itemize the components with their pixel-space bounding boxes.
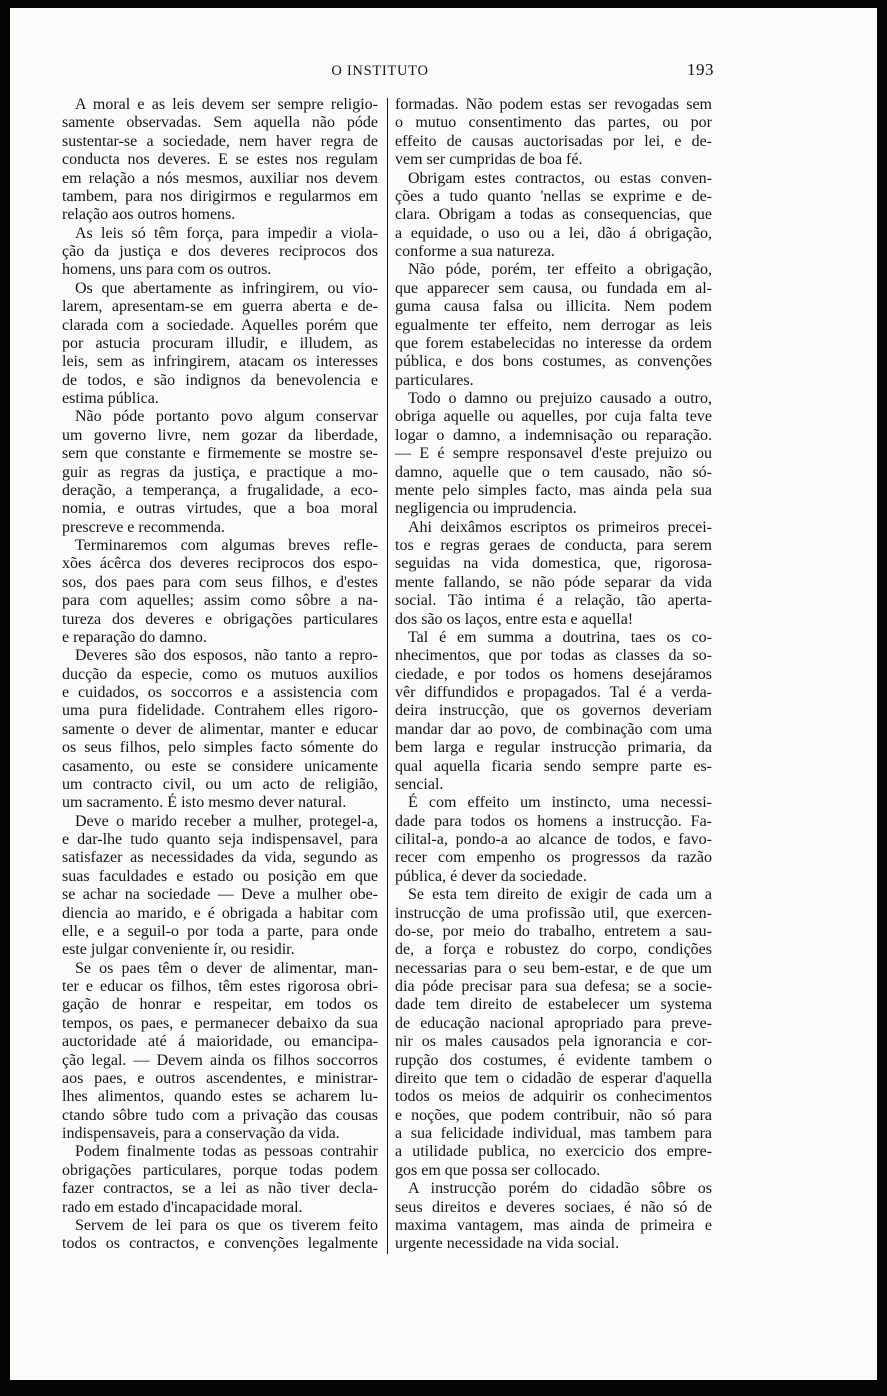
- text-line: sos, dos paes para com seus filhos, e d'estes: [62, 573, 378, 591]
- text-line: de educação nacional apropriado para preve-: [395, 1014, 712, 1032]
- text-line: relação aos outros homens.: [62, 206, 236, 224]
- text-line: tambem, para nos dirigirmos e regularmos em: [62, 187, 378, 205]
- text-line: rado em estado d'incapacidade moral.: [62, 1198, 303, 1216]
- text-line: Tal é em summa a doutrina, taes os co-: [408, 628, 712, 646]
- text-line: nir os males causados pela ignorancia e cor-: [395, 1033, 712, 1051]
- text-line: qual aquella ficaria sendo sempre parte es-: [395, 757, 712, 775]
- text-line: satisfazer as necessidades da vida, segundo as: [62, 849, 378, 867]
- text-line: cilital-a, pondo-a ao alcance de todos, e favo-: [395, 831, 712, 848]
- text-line: egualmente ter effeito, nem derrogar as leis: [395, 316, 712, 334]
- text-line: Ahi deixâmos escriptos os primeiros precei-: [408, 518, 712, 536]
- text-line: Todo o damno ou prejuizo causado a outro,: [408, 390, 712, 407]
- text-line: rupção dos costumes, é evidente tambem o: [395, 1051, 712, 1069]
- text-line: vem ser cumpridas de boa fé.: [395, 151, 583, 169]
- text-line: A moral e as leis devem ser sempre religio-: [75, 96, 378, 113]
- text-line: Não póde portanto povo algum conservar: [75, 408, 378, 426]
- text-line: aos paes, e outros ascendentes, e ministrar-: [62, 1069, 378, 1087]
- text-line: uma pura fidelidade. Contrahem elles rigoro-: [62, 702, 378, 720]
- text-line: homens, uns para com os outros.: [62, 261, 272, 279]
- paragraph: [395, 794, 712, 886]
- text-line: obriga aquelle ou aquelles, por cuja falta teve: [395, 408, 712, 426]
- text-line: Podem finalmente todas as pessoas contrahir: [75, 1143, 378, 1161]
- text-line: Servem de lei para os que os tiverem feito: [75, 1216, 378, 1234]
- text-line: larem, apresentam-se em guerra aberta e de-: [62, 298, 378, 316]
- text-line: vêr diffundidos e propagados. Tal é a verda-: [395, 684, 712, 701]
- text-line: clara. Obrigam a todas as consequencias, que: [395, 206, 712, 224]
- text-line: negligencia ou imprudencia.: [395, 500, 577, 518]
- text-line: todos os contractos, e convenções legalmente: [62, 1235, 378, 1253]
- text-line: Os que abertamente as infringirem, ou vio-: [75, 279, 378, 297]
- left-column: [62, 96, 378, 1254]
- text-line: damno, aquelle que o tem causado, não só-: [395, 463, 712, 481]
- text-line: casamento, ou este se considere unicamente: [62, 757, 378, 775]
- text-line: ção da justiça e dos deveres reciprocos dos: [62, 243, 378, 260]
- paragraph: [395, 629, 712, 794]
- paragraph: [395, 170, 712, 262]
- text-line: um sacramento. É isto mesmo dever natural.: [62, 794, 347, 812]
- text-line: formadas. Não podem estas ser revogadas sem: [395, 96, 712, 113]
- text-line: suas faculdades e estado ou posição em que: [62, 867, 378, 885]
- text-line: de, a força e robustez do corpo, condições: [395, 941, 712, 959]
- text-line: seguidas na vida domestica, que, rigorosa-: [395, 555, 712, 573]
- text-line: mente fallando, se não póde separar da vida: [395, 573, 712, 591]
- text-line: diencia ao marido, e é obrigada a habitar com: [62, 904, 378, 922]
- paragraph: [395, 1180, 712, 1254]
- text-line: dia póde precisar para sua defesa; se a socie-: [395, 978, 712, 995]
- running-title: O INSTITUTO: [331, 63, 429, 79]
- text-line: — E é sempre responsavel d'este prejuizo ou: [395, 445, 712, 463]
- text-line: effeito de causas auctorisadas por lei, e de-: [395, 132, 712, 150]
- text-line: e dar-lhe tudo quanto seja indispensavel, para: [62, 831, 378, 848]
- text-line: que forem estabelecidas no interesse da ordem: [395, 334, 712, 352]
- text-line: instrucção de uma profissão util, que exercen-: [395, 904, 712, 922]
- text-line: Terminaremos com algumas breves refle-: [75, 537, 378, 554]
- text-line: tos e regras geraes de conducta, para serem: [395, 537, 712, 554]
- text-line: o mutuo consentimento das partes, ou por: [395, 114, 712, 132]
- text-line: do-se, por meio do trabalho, entretem a sau-: [395, 922, 712, 940]
- text-line: sencial.: [395, 775, 444, 793]
- paragraph: [395, 390, 712, 519]
- right-column: [395, 96, 712, 1254]
- text-line: nhecimentos, que por todas as classes da so-: [395, 647, 712, 665]
- text-line: dos são os laços, entre esta e aquella!: [395, 610, 634, 628]
- text-line: guma causa falsa ou illicita. Nem podem: [395, 298, 712, 316]
- text-line: leis, sem as infringirem, atacam os interesses: [62, 353, 378, 371]
- text-line: mandar dar ao povo, de combinação com uma: [395, 720, 712, 738]
- text-line: Se os paes têm o dever de alimentar, man-: [75, 959, 378, 977]
- paragraph: [62, 280, 378, 409]
- text-line: É com effeito um instincto, uma necessi-: [408, 794, 712, 812]
- paragraph: [395, 261, 712, 390]
- text-line: conforme a sua natureza.: [395, 243, 555, 260]
- text-line: tureza dos deveres e obrigações particulares: [62, 610, 378, 628]
- text-line: obrigações particulares, porque todas podem: [62, 1161, 378, 1179]
- text-line: prescreve e recommenda.: [62, 518, 226, 536]
- text-line: maxima vantagem, mas ainda de primeira e: [395, 1216, 712, 1234]
- text-line: gação de honrar e respeitar, em todos os: [62, 996, 378, 1014]
- text-line: por astucia procuram illudir, e illudem, as: [62, 334, 378, 352]
- text-line: A instrucção porém do cidadão sôbre os: [408, 1180, 712, 1198]
- text-line: estima pública.: [62, 390, 159, 407]
- text-line: sem que constante e firmemente se mostre se-: [62, 445, 378, 463]
- text-line: que apparecer sem causa, ou fundada em al-: [395, 279, 712, 297]
- text-line: de todos, e são indignos da benevolencia e: [62, 371, 378, 389]
- text-line: dade tem direito de estabelecer um systema: [395, 996, 712, 1014]
- text-line: social. Tão intima é a relação, tão aperta-: [395, 592, 712, 610]
- text-line: samente observadas. Sem aquella não póde: [62, 114, 378, 132]
- text-line: a utilidade publica, no exercicio dos empre-: [395, 1143, 712, 1161]
- text-line: Se esta tem direito de exigir de cada um a: [408, 886, 712, 904]
- text-line: deração, a temperança, a frugalidade, a eco-: [62, 481, 378, 499]
- paragraph: [62, 225, 378, 280]
- text-line: em relação a nós mesmos, auxiliar nos devem: [62, 169, 378, 187]
- text-line: As leis só têm força, para impedir a viola-: [75, 224, 378, 242]
- text-line: e cuidados, os soccorros e a assistencia com: [62, 684, 378, 701]
- text-line: este julgar conveniente ír, ou residir.: [62, 941, 295, 959]
- text-line: para com aquelles; assim como sôbre a na-: [62, 592, 378, 610]
- text-line: auctoridade até á maioridade, ou emancipa-: [62, 1033, 378, 1051]
- paragraph: [395, 96, 712, 170]
- text-line: seus direitos e deveres sociaes, é não só de: [395, 1198, 712, 1216]
- text-line: nomia, e outras virtudes, que a boa moral: [62, 500, 378, 518]
- text-line: recer com empenho os progressos da razão: [395, 849, 712, 867]
- text-line: Deve o marido receber a mulher, protegel-a,: [75, 812, 378, 830]
- text-line: direito que tem o cidadão de esperar d'aquella: [395, 1069, 712, 1087]
- text-line: a equidade, o uso ou a lei, dão á obrigação,: [395, 224, 712, 242]
- text-line: os seus filhos, pelo simples facto sómente do: [62, 739, 378, 757]
- text-line: Não póde, porém, ter effeito a obrigação,: [408, 261, 712, 279]
- paragraph: [62, 647, 378, 812]
- page-number: 193: [687, 60, 714, 79]
- text-line: urgente necessidade na vida social.: [395, 1235, 620, 1253]
- text-line: Obrigam estes contractos, ou estas conven-: [408, 169, 712, 187]
- text-line: fazer contractos, se a lei as não tiver decla-: [62, 1180, 378, 1198]
- paragraph: [395, 519, 712, 629]
- text-line: samente o dever de alimentar, manter e educar: [62, 720, 378, 738]
- text-line: ções a tudo quanto 'nellas se exprime e de-: [395, 187, 712, 205]
- paragraph: [62, 408, 378, 537]
- text-line: ção legal. — Devem ainda os filhos soccorros: [62, 1051, 378, 1069]
- paragraph: [62, 960, 378, 1144]
- text-line: e noções, que podem contribuir, não só para: [395, 1106, 712, 1124]
- text-line: tempos, os paes, e permanecer debaixo da sua: [62, 1014, 378, 1032]
- text-line: dade para todos os homens a instrucção. Fa-: [395, 812, 712, 830]
- paragraph: [395, 886, 712, 1180]
- paragraph: [62, 96, 378, 225]
- text-line: ciedade, e por todos os homens desejáramos: [395, 665, 712, 683]
- text-line: se achar na sociedade — Deve a mulher obe-: [62, 886, 378, 904]
- text-line: necessarias para o seu bem-estar, e de que um: [395, 959, 712, 977]
- text-line: xões ácêrca dos deveres reciprocos dos espo-: [62, 555, 378, 573]
- text-line: deira instrucção, que os governos deveriam: [395, 702, 712, 720]
- text-line: ter e educar os filhos, têm estes rigorosa obri-: [62, 978, 378, 995]
- text-line: gos em que possa ser collocado.: [395, 1161, 601, 1179]
- text-line: pública, e dos bons costumes, as convenções: [395, 353, 712, 371]
- text-line: sustentar-se a sociedade, nem haver regra de: [62, 132, 378, 150]
- text-line: logar o damno, a indemnisação ou reparação.: [395, 426, 712, 444]
- paragraph: [62, 1217, 378, 1254]
- text-line: mente pelo simples facto, mas ainda pela sua: [395, 481, 712, 499]
- text-line: um contracto civil, ou um acto de religião,: [62, 775, 378, 793]
- text-line: ducção da especie, como os mutuos auxilios: [62, 665, 378, 683]
- text-line: particulares.: [395, 371, 474, 389]
- text-line: clarada com a sociedade. Aquelles porém que: [62, 316, 378, 334]
- text-line: Deveres são dos esposos, não tanto a repro-: [75, 647, 378, 665]
- text-line: a sua felicidade individual, mas tambem para: [395, 1125, 712, 1142]
- paragraph: [62, 1143, 378, 1217]
- text-line: bem larga e regular instrucção primaria, da: [395, 739, 712, 757]
- column-divider: [387, 98, 388, 1254]
- text-line: elle, e a seguil-o por toda a parte, para onde: [62, 922, 378, 940]
- text-line: lhes alimentos, quando estes se acharem lu-: [62, 1088, 378, 1106]
- paragraph: [62, 813, 378, 960]
- text-line: um governo livre, nem gozar da liberdade,: [62, 426, 378, 444]
- text-line: ctando sôbre tudo com a privação das cousas: [62, 1106, 378, 1124]
- text-line: guir as regras da justiça, e practique a mo-: [62, 463, 378, 481]
- text-line: indispensaveis, para a conservação da vida.: [62, 1125, 340, 1142]
- text-line: todos os meios de adquirir os conhecimentos: [395, 1088, 712, 1106]
- text-line: pública, é dever da sociedade.: [395, 867, 587, 885]
- text-line: conducta nos deveres. E se estes nos regulam: [62, 151, 378, 169]
- text-line: e reparação do damno.: [62, 628, 207, 646]
- paragraph: [62, 537, 378, 647]
